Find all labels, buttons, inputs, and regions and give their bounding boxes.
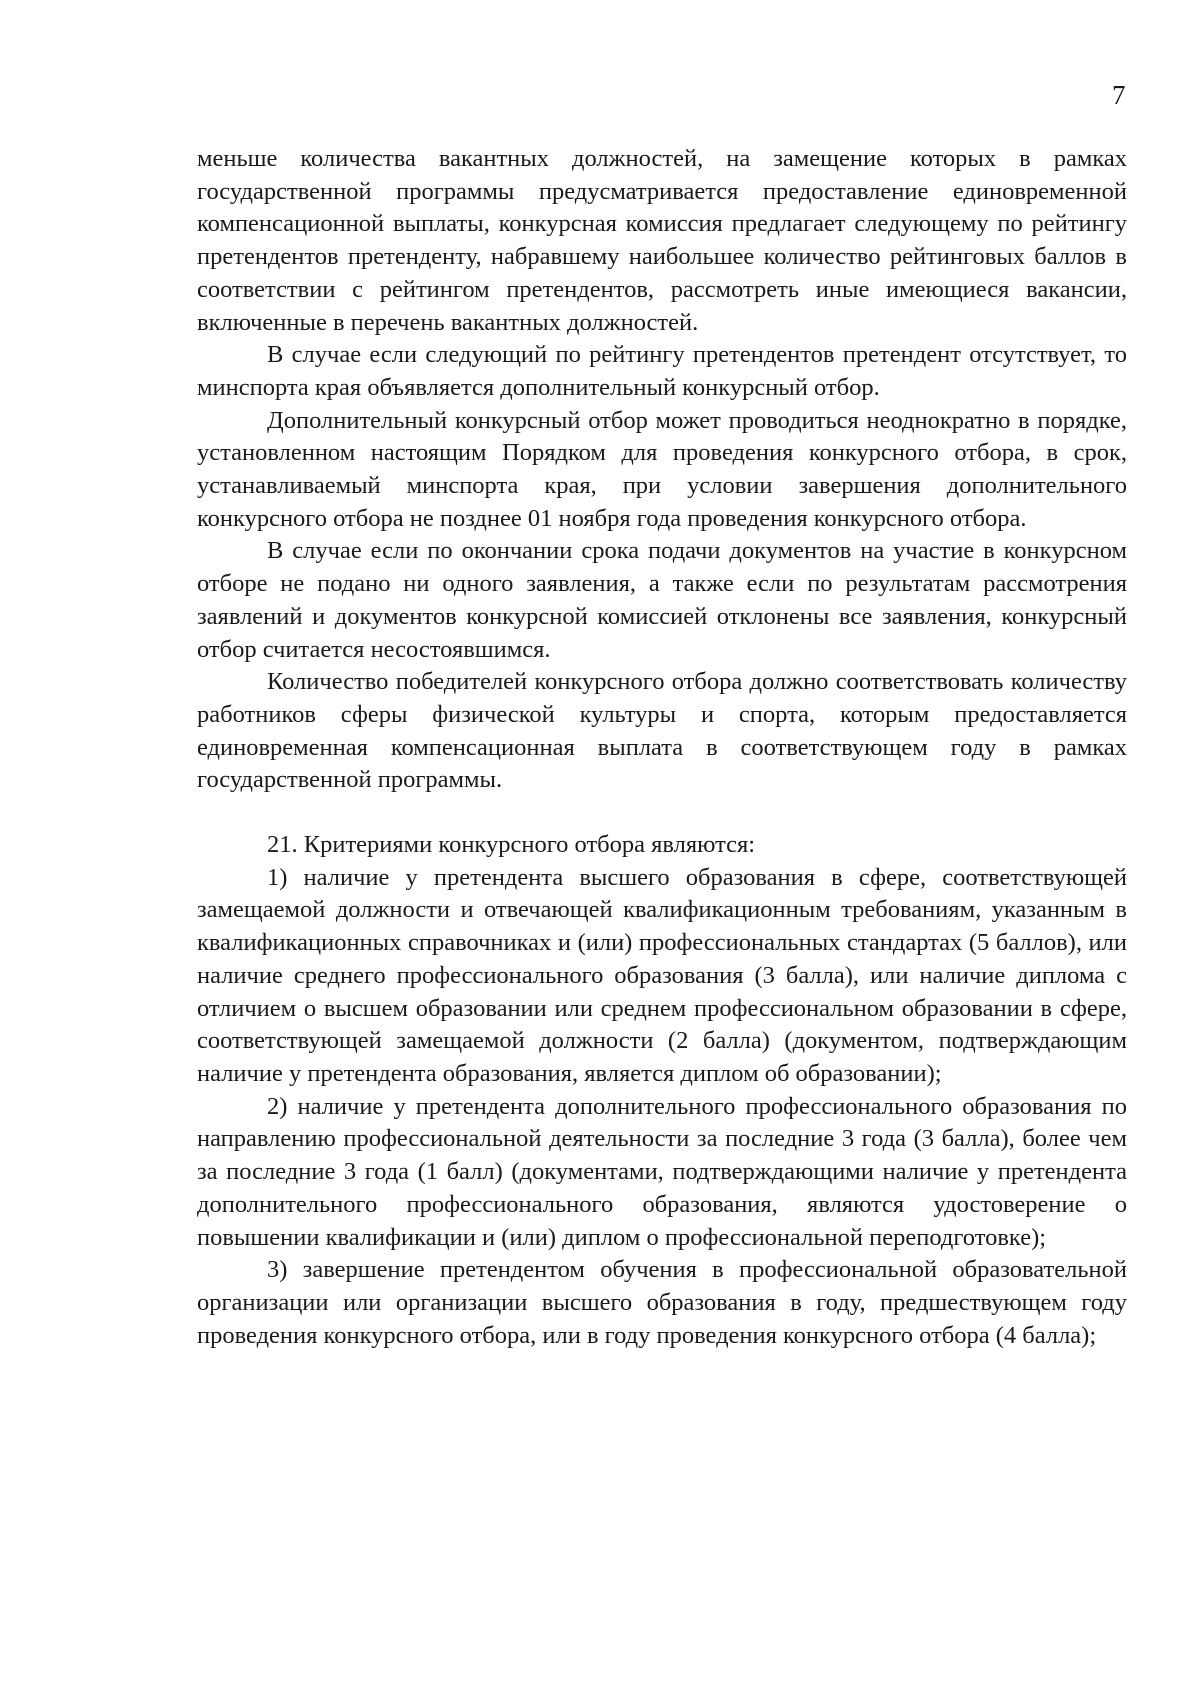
paragraph-failed-selection: В случае если по окончании срока подачи документов на участие в конкурсном отборе не подано ни одного заявления, а также если по результатам рассмотрения заявлений и документов конкурсной комиссией отклонены все заявления, конкурсный отбор считается несостоявшимся. [197, 537, 1127, 663]
section-21-heading: 21. Критериями конкурсного отбора являются: [267, 831, 756, 859]
criterion-1: 1) наличие у претендента высшего образования в сфере, соответствующей замещаемой должности и отвечающей квалификационным требованиям, указанным в квалификационных справочниках и (или) профессиональных стандартах (5 баллов), или наличие среднего профессионального образования (3 балла), или наличие диплома с отличием о высшем образовании или среднем профессиональном образовании в сфере, соответствующей замещаемой должности (2 балла) (документом, подтверждающим наличие у претендента образования, является диплом об образовании); [197, 863, 1127, 1087]
paragraph-absent-candidate: В случае если следующий по рейтингу претендентов претендент отсутствует, то минспорта края объявляется дополнительный конкурсный отбор. [197, 341, 1127, 401]
document-body [197, 143, 1127, 1352]
paragraph-additional-selection: Дополнительный конкурсный отбор может проводиться неоднократно в порядке, установленном настоящим Порядком для проведения конкурсного отбора, в срок, устанавливаемый минспорта края, при условии завершения дополнительного конкурсного отбора не позднее 01 ноября года проведения конкурсного отбора. [197, 406, 1127, 532]
page-number: 7 [1112, 80, 1126, 110]
paragraph-continuation: меньше количества вакантных должностей, на замещение которых в рамках государственной программы предусматривается предоставление единовременной компенсационной выплаты, конкурсная комиссия предлагает следующему по рейтингу претендентов претенденту, набравшему наибольшее количество рейтинговых баллов в соответствии с рейтингом претендентов, рассмотреть иные имеющиеся вакансии, включенные в перечень вакантных должностей. [197, 145, 1127, 336]
paragraph-winners-count: Количество победителей конкурсного отбора должно соответствовать количеству работников сферы физической культуры и спорта, которым предоставляется единовременная компенсационная выплата в соответствующем году в рамках государственной программы. [197, 668, 1127, 794]
criterion-3: 3) завершение претендентом обучения в профессиональной образовательной организации или организации высшего образования в году, предшествующем году проведения конкурсного отбора, или в году проведения конкурсного отбора (4 балла); [197, 1256, 1127, 1349]
criterion-2: 2) наличие у претендента дополнительного профессионального образования по направлению профессиональной деятельности за последние 3 года (3 балла), более чем за последние 3 года (1 балл) (документами, подтверждающими наличие у претендента дополнительного профессионального образования, являются удостоверение о повышении квалификации и (или) диплом о профессиональной переподготовке); [197, 1092, 1127, 1251]
